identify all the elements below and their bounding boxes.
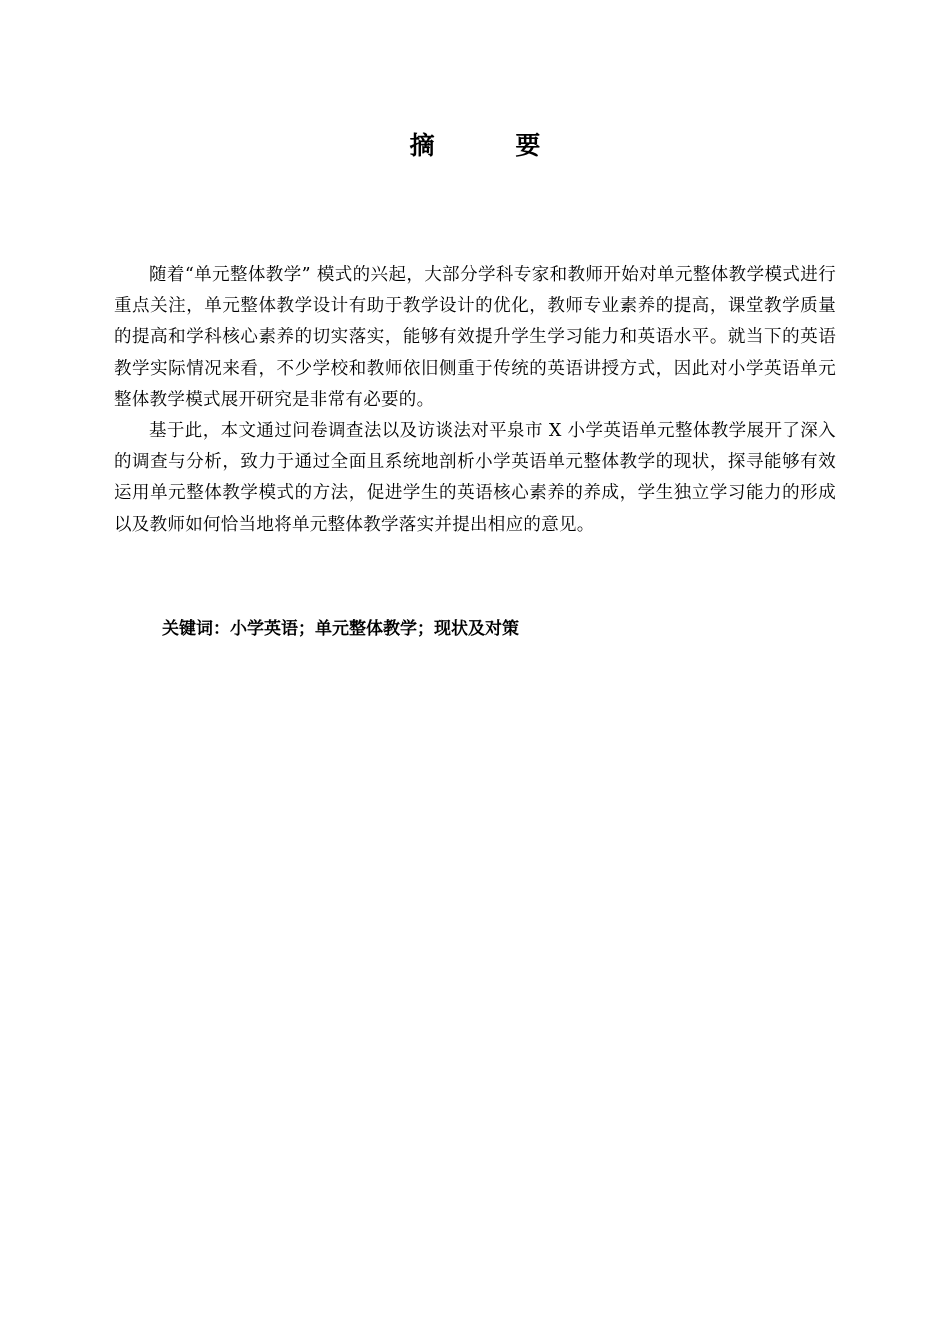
abstract-body — [114, 260, 836, 541]
abstract-title: 摘 要 — [409, 131, 577, 160]
keywords-value: 小学英语；单元整体教学；现状及对策 — [230, 619, 519, 639]
abstract-paragraph-1: 随着“单元整体教学” 模式的兴起，大部分学科专家和教师开始对单元整体教学模式进行重点关注，单元整体教学设计有助于教学设计的优化，教师专业素养的提高，课堂教学质量的提高和学科核心素养的切实落实，能够有效提升学生学习能力和英语水平。就当下的英语教学实际情况来看，不少学校和教师依旧侧重于传统的英语讲授方式，因此对小学英语单元整体教学模式展开研究是非常有必要的。 — [114, 265, 836, 410]
keywords-label: 关键词： — [162, 619, 230, 639]
keywords-line — [162, 614, 842, 644]
abstract-paragraph-2: 基于此，本文通过问卷调查法以及访谈法对平泉市 X 小学英语单元整体教学展开了深入的调查与分析，致力于通过全面且系统地剖析小学英语单元整体教学的现状，探寻能够有效运用单元整体教学模式的方法，促进学生的英语核心素养的养成，学生独立学习能力的形成以及教师如何恰当地将单元整体教学落实并提出相应的意见。 — [114, 421, 836, 535]
